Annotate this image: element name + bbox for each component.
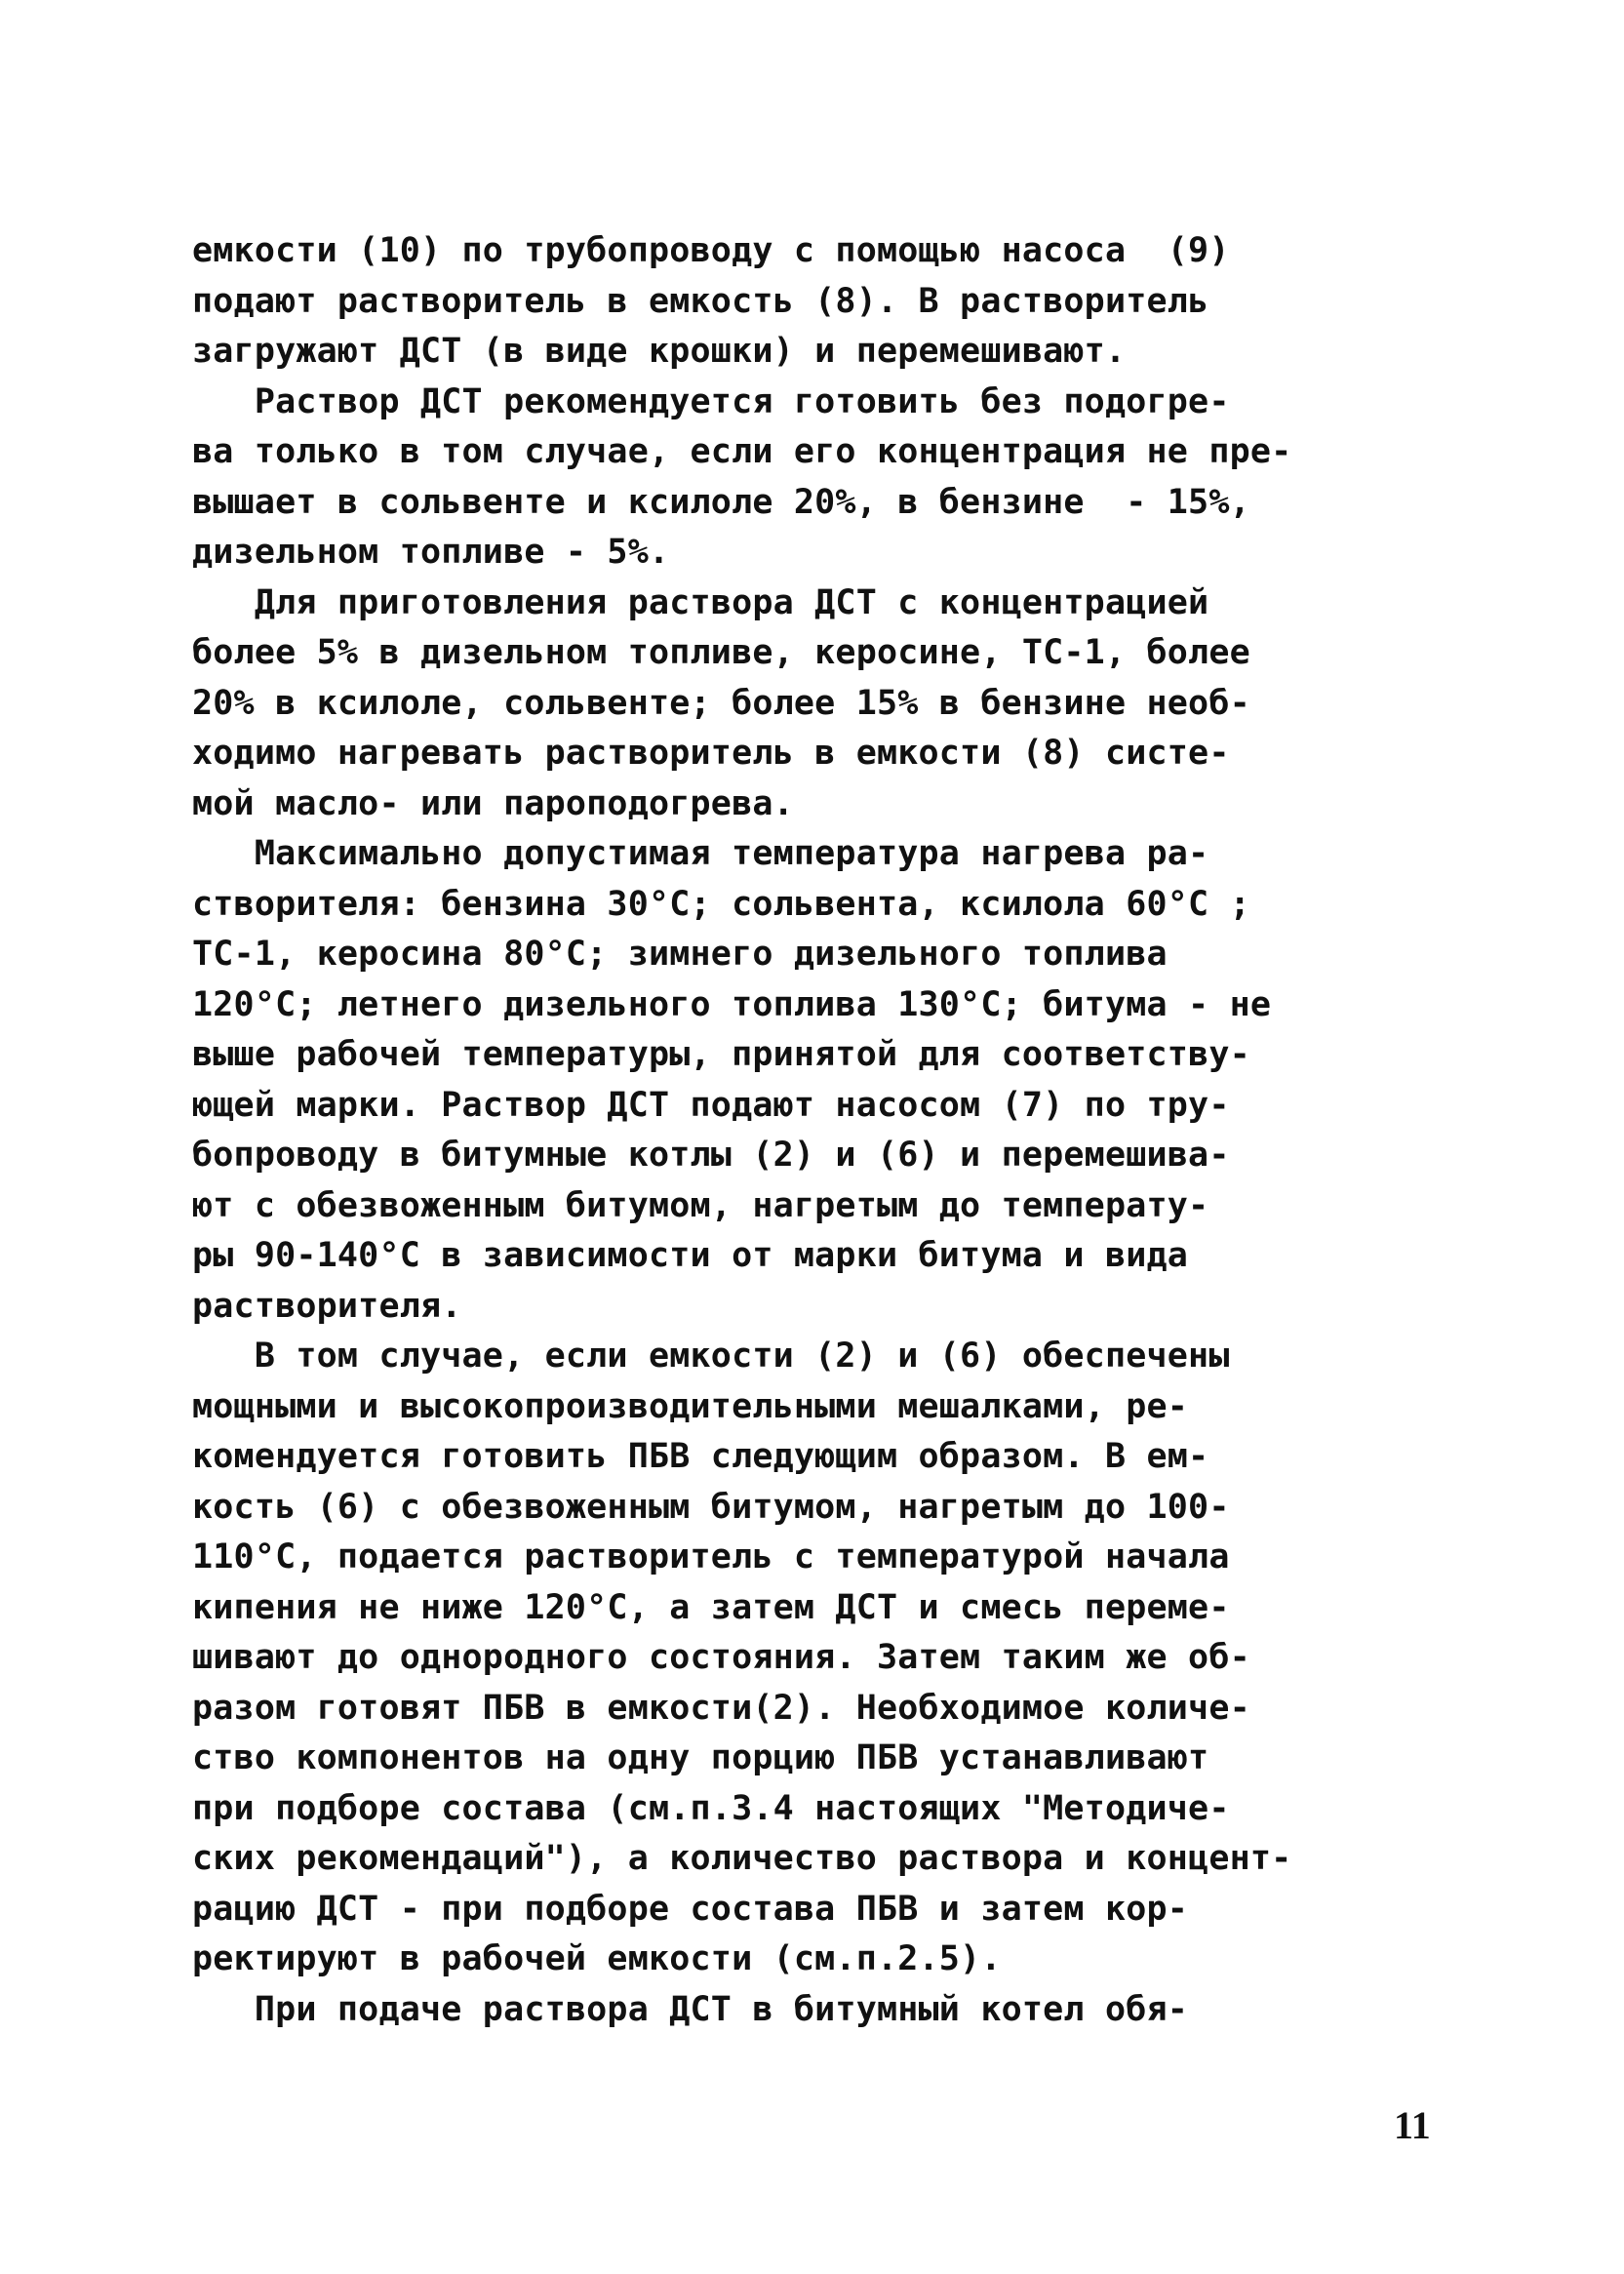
text-line: створителя: бензина 30°С; сольвента, ксилола 60°С ;	[192, 884, 1250, 924]
text-line: 120°С; летнего дизельного топлива 130°С; битума - не	[192, 984, 1272, 1024]
text-line: подают растворитель в емкость (8). В растворитель	[192, 281, 1209, 321]
text-line: Раствор ДСТ рекомендуется готовить без подогре-	[192, 381, 1230, 421]
text-line: комендуется готовить ПБВ следующим образом. В ем-	[192, 1437, 1209, 1476]
text-line: ют с обезвоженным битумом, нагретым до температу-	[192, 1185, 1209, 1225]
text-line: разом готовят ПБВ в емкости(2). Необходимое количе-	[192, 1688, 1250, 1728]
text-line: дизельном топливе - 5%.	[192, 533, 670, 572]
text-line: Максимально допустимая температура нагрева ра-	[192, 834, 1209, 873]
text-line: емкости (10) по трубопроводу с помощью насоса (9)	[192, 231, 1230, 270]
text-line: 110°С, подается растворитель с температурой начала	[192, 1537, 1230, 1576]
text-line: растворителя.	[192, 1286, 462, 1326]
text-line: ТС-1, керосина 80°С; зимнего дизельного топлива	[192, 935, 1168, 974]
text-line: ректируют в рабочей емкости (см.п.2.5).	[192, 1939, 1002, 1978]
text-line: ющей марки. Раствор ДСТ подают насосом (7) по тру-	[192, 1085, 1230, 1125]
text-line: ство компонентов на одну порцию ПБВ устанавливают	[192, 1738, 1209, 1777]
text-line: вышает в сольвенте и ксилоле 20%, в бензине - 15%,	[192, 482, 1250, 522]
text-line: мощными и высокопроизводительными мешалками, ре-	[192, 1386, 1189, 1426]
text-line: 20% в ксилоле, сольвенте; более 15% в бензине необ-	[192, 683, 1250, 723]
text-line: ва только в том случае, если его концентрация не пре-	[192, 432, 1292, 471]
body-text	[192, 226, 1460, 2035]
text-line: при подборе состава (см.п.3.4 настоящих "Методиче-	[192, 1788, 1230, 1828]
text-line: шивают до однородного состояния. Затем таким же об-	[192, 1638, 1250, 1677]
text-line: Для приготовления раствора ДСТ с концентрацией	[192, 582, 1209, 622]
text-line: бопроводу в битумные котлы (2) и (6) и перемешива-	[192, 1136, 1230, 1175]
text-line: мой масло- или пароподогрева.	[192, 783, 794, 823]
text-line: загружают ДСТ (в виде крошки) и перемешивают.	[192, 332, 1127, 371]
text-line: выше рабочей температуры, принятой для соответству-	[192, 1035, 1250, 1074]
text-line: более 5% в дизельном топливе, керосине, ТС-1, более	[192, 633, 1250, 672]
text-line: ры 90-140°С в зависимости от марки битума и вида	[192, 1236, 1189, 1275]
page-number: 11	[1394, 2103, 1431, 2147]
text-line: При подаче раствора ДСТ в битумный котел обя-	[192, 1989, 1189, 2029]
text-line: кость (6) с обезвоженным битумом, нагретым до 100-	[192, 1487, 1230, 1527]
text-line: рацию ДСТ - при подборе состава ПБВ и затем кор-	[192, 1889, 1189, 1929]
text-line: ходимо нагревать растворитель в емкости (8) систе-	[192, 734, 1230, 773]
text-line: В том случае, если емкости (2) и (6) обеспечены	[192, 1336, 1230, 1376]
text-line: ских рекомендаций"), а количество раствора и концент-	[192, 1839, 1292, 1878]
text-line: кипения не ниже 120°С, а затем ДСТ и смесь переме-	[192, 1587, 1230, 1627]
